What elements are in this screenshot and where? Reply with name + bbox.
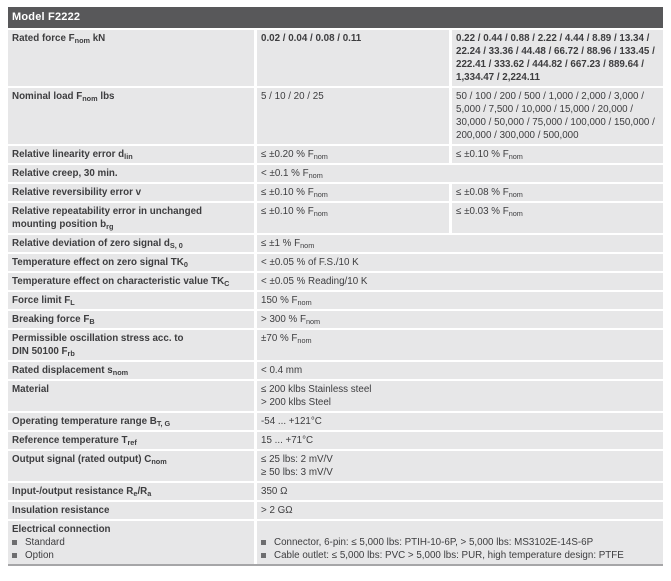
spec-label (8, 432, 254, 449)
spec-label-text: Temperature effect on characteristic value $TK_C$ (12, 276, 230, 288)
spec-value: 0.22 / 0.44 / 0.88 / 2.22 / 4.44 / 8.89 / 13.34 / 22.24 / 33.36 / 44.48 / 66.72 / 88.96 / 133.45 / 222.41 / 333.62 / 444.82 / 667.23 / 889.64 / 1,334.47 / 2,224.11 (452, 30, 663, 86)
spec-label (8, 203, 254, 233)
spec-label (8, 413, 254, 430)
bullet-item (261, 536, 658, 549)
spec-value: < 0.4 mm (257, 362, 663, 379)
spec-value: 0.02 / 0.04 / 0.08 / 0.11 (257, 30, 449, 86)
spec-label (8, 362, 254, 379)
spec-label (8, 311, 254, 328)
spec-value: 50 / 100 / 200 / 500 / 1,000 / 2,000 / 3,000 / 5,000 / 7,500 / 10,000 / 15,000 / 20,000 / 30,000 / 50,000 / 75,000 / 100,000 / 150,000 / 200,000 / 300,000 / 500,000 (452, 88, 663, 144)
spec-label-text: Rated force $F_{nom}$ kN (12, 33, 106, 45)
bullet-item (12, 549, 249, 562)
spec-value: -54 ... +121°C (257, 413, 663, 430)
bullet-text: Standard (25, 537, 65, 548)
spec-value: ≤ ±1 % $F_{nom}$ (257, 235, 663, 252)
spec-label-text: Temperature effect on zero signal $TK_0$ (12, 257, 188, 269)
spec-label-text: Nominal load $F_{nom}$ lbs (12, 91, 115, 103)
spec-label-text: Rated displacement $s_{nom}$ (12, 365, 129, 377)
spec-label-text: Breaking force $F_B$ (12, 314, 95, 326)
spec-label (8, 502, 254, 519)
spec-value: 15 ... +71°C (257, 432, 663, 449)
bullet-square-icon (261, 553, 266, 558)
spec-label-text: Input-/output resistance $R_e/R_a$ (12, 486, 152, 498)
spec-label-text: Permissible oscillation stress acc. to DIN 50100 $F_{rb}$ (12, 333, 184, 358)
bullet-text: Connector, 6-pin: ≤ 5,000 lbs: PTIH-10-6P, > 5,000 lbs: MS3102E-14S-6P (274, 537, 594, 548)
spec-value: > 2 GΩ (257, 502, 663, 519)
spec-label-text: Material (12, 384, 50, 395)
spec-value: 150 % $F_{nom}$ (257, 292, 663, 309)
spec-label (8, 330, 254, 360)
model-title: Model F2222 (12, 11, 81, 23)
spec-label (8, 273, 254, 290)
spec-table-body (8, 30, 663, 566)
spec-label-text: Electrical connection (12, 524, 111, 535)
spec-label (8, 521, 254, 564)
spec-value: 5 / 10 / 20 / 25 (257, 88, 449, 144)
spec-label-text: Relative deviation of zero signal $d_{S, 0}$ (12, 238, 183, 250)
spec-value (257, 521, 663, 564)
spec-value: ≤ ±0.08 % $F_{nom}$ (452, 184, 663, 201)
spec-label (8, 292, 254, 309)
spec-label (8, 483, 254, 500)
spec-value: < ±0.05 % Reading/10 K (257, 273, 663, 290)
spec-label (8, 254, 254, 271)
spec-label (8, 88, 254, 144)
spec-value: ±70 % $F_{nom}$ (257, 330, 663, 360)
spec-value: ≤ ±0.03 % $F_{nom}$ (452, 203, 663, 233)
spec-table (8, 7, 663, 566)
table-header (8, 7, 663, 28)
spec-label (8, 235, 254, 252)
spec-label (8, 146, 254, 163)
spec-label (8, 30, 254, 86)
spec-label-text: Output signal (rated output) $C_{nom}$ (12, 454, 167, 466)
bullet-text: Option (25, 550, 54, 561)
spec-value: ≤ ±0.10 % $F_{nom}$ (452, 146, 663, 163)
spec-label (8, 184, 254, 201)
bullet-square-icon (12, 553, 17, 558)
spec-label (8, 381, 254, 411)
spec-value: 350 Ω (257, 483, 663, 500)
bullet-square-icon (261, 540, 266, 545)
bullet-item (261, 549, 658, 562)
spec-value: < ±0.05 % of F.S./10 K (257, 254, 663, 271)
spec-label-text: Reference temperature $T_{ref}$ (12, 435, 137, 447)
bullet-item (12, 536, 249, 549)
spec-value: > 300 % $F_{nom}$ (257, 311, 663, 328)
bullet-square-icon (12, 540, 17, 545)
spec-value: ≤ 200 klbs Stainless steel > 200 klbs Steel (257, 381, 663, 411)
spec-label-text: Operating temperature range $B_{T, G}$ (12, 416, 171, 428)
spec-label-text: Relative repeatability error in unchanged mounting position $b_{rg}$ (12, 206, 203, 231)
spec-value: ≤ 25 lbs: 2 mV/V ≥ 50 lbs: 3 mV/V (257, 451, 663, 481)
spec-label (8, 165, 254, 182)
spec-label-text: Insulation resistance (12, 505, 110, 516)
spec-label-text: Relative creep, 30 min. (12, 168, 118, 179)
spec-label (8, 451, 254, 481)
spec-value: < ±0.1 % $F_{nom}$ (257, 165, 663, 182)
spec-value: ≤ ±0.10 % $F_{nom}$ (257, 184, 449, 201)
spec-label-text: Force limit $F_L$ (12, 295, 75, 307)
spec-value: ≤ ±0.20 % $F_{nom}$ (257, 146, 449, 163)
spec-label-text: Relative linearity error $d_{lin}$ (12, 149, 133, 161)
spec-value: ≤ ±0.10 % $F_{nom}$ (257, 203, 449, 233)
bullet-text: Cable outlet: ≤ 5,000 lbs: PVC > 5,000 lbs: PUR, high temperature design: PTFE (274, 550, 624, 561)
spec-label-text: Relative reversibility error v (12, 187, 142, 198)
